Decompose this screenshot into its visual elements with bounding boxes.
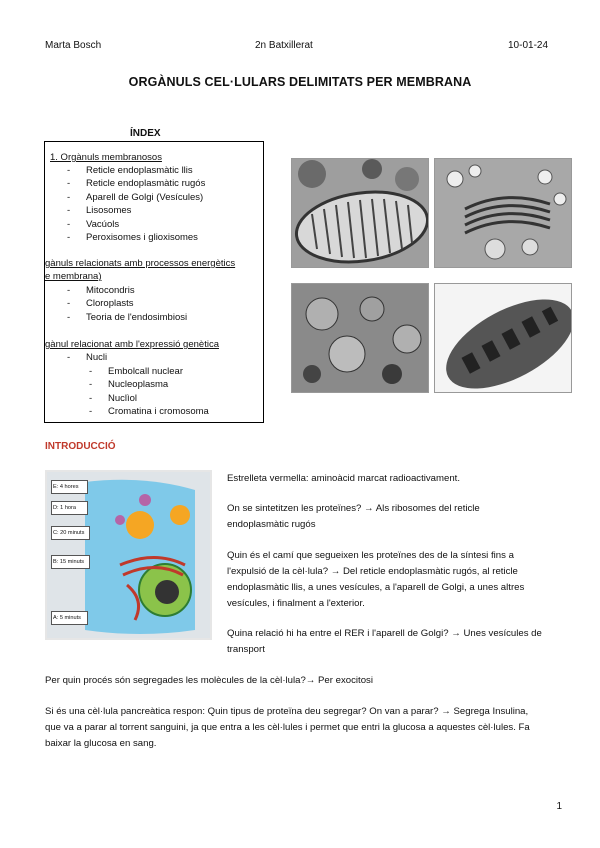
peroxisome-micrograph [291,283,429,393]
intro-paragraph: Estrelleta vermella: aminoàcid marcat radioactivament. [227,473,461,484]
secretion-diagram [45,470,212,640]
chloroplast-micrograph [434,283,572,393]
index-item: Nucli [86,352,108,363]
figure-label: E: 4 hores [51,480,88,494]
intro-paragraph: On se sintetitzen les proteïnes? → Als ribosomes del reticle [227,503,480,514]
index-item: Teoria de l'endosimbiosi [86,312,188,323]
index-section2-title-cont: e membrana) [45,271,102,282]
header-date: 10-01-24 [508,40,549,51]
golgi-micrograph [434,158,572,268]
index-section3-title: gànul relacionat amb l'expressió genètica [45,339,219,350]
intro-paragraph: Si és una cèl·lula pancreàtica respon: Quin tipus de proteïna deu segregar? On van a parar? → Segrega Insulina, [45,706,529,717]
intro-paragraph: vesícules, i finalment a l'exterior. [227,598,365,609]
intro-heading: INTRODUCCIÓ [45,441,116,452]
index-subitem: Cromatina i cromosoma [108,406,209,417]
index-item: Peroxisomes i glioxisomes [86,232,198,243]
index-subitem: Nuclìol [108,393,138,404]
intro-paragraph: que va a parar al torrent sanguini, ja que entra a les cèl·lules i permet que entri la glucosa a aquestes cèl·lules. Fa [45,722,530,733]
page-number: 1 [556,801,562,812]
page-title: ORGÀNULS CEL·LULARS DELIMITATS PER MEMBRANA [128,75,472,89]
figure-label: C: 20 minuts [51,526,90,540]
intro-paragraph: l'expulsió de la cèl·lula? → Del reticle endoplasmàtic rugós, al reticle [227,566,518,577]
index-item: Cloroplasts [86,298,134,309]
index-item: Aparell de Golgi (Vesícules) [86,192,204,203]
figure-label: A: 5 minuts [51,611,88,625]
index-subitem: Embolcall nuclear [108,366,183,377]
intro-paragraph: transport [227,644,265,655]
figure-label: D: 1 hora [51,501,88,515]
index-section1-title: 1. Orgànuls membranosos [50,152,162,163]
index-subitem: Nucleoplasma [108,379,169,390]
index-item: Vacúols [86,219,120,230]
index-box: 1. Orgànuls membranosos - Reticle endoplasmàtic llis - Reticle endoplasmàtic rugós - Aparell de Golgi (Vesícules) - Lisosomes - Vacúols - Peroxisomes i glioxisomes gànuls relacionats amb processos energètics e membrana) - Mitocondris - Cloroplasts - Teoria de l'endosimbiosi gànul relacionat amb l'expressió genètica - Nucli - Embolcall nuclear - Nucleoplasma - Nuclìol - Cromatina i cromosoma [44,141,264,423]
intro-paragraph: endoplasmàtic llis, a unes vesícules, a l'aparell de Golgi, a unes altres [227,582,525,593]
index-item: Reticle endoplasmàtic llis [86,165,193,176]
intro-paragraph: Quin és el camí que segueixen les proteïnes des de la síntesi fins a [227,550,514,561]
mitochondrion-micrograph [291,158,429,268]
intro-paragraph: baixar la glucosa en sang. [45,738,157,749]
index-item: Reticle endoplasmàtic rugós [86,178,206,189]
header-course: 2n Batxillerat [255,40,313,51]
header-author: Marta Bosch [45,40,102,51]
intro-paragraph: endoplasmàtic rugós [227,519,316,530]
intro-paragraph: Per quin procés són segregades les molècules de la cèl·lula?→ Per exocitosi [45,675,373,686]
index-heading: ÍNDEX [130,128,161,139]
index-section2-title: gànuls relacionats amb processos energètics [45,258,236,269]
index-item: Lisosomes [86,205,132,216]
intro-paragraph: Quina relació hi ha entre el RER i l'aparell de Golgi? → Unes vesícules de [227,628,542,639]
index-item: Mitocondris [86,285,135,296]
figure-label: B: 15 minuts [51,555,90,569]
